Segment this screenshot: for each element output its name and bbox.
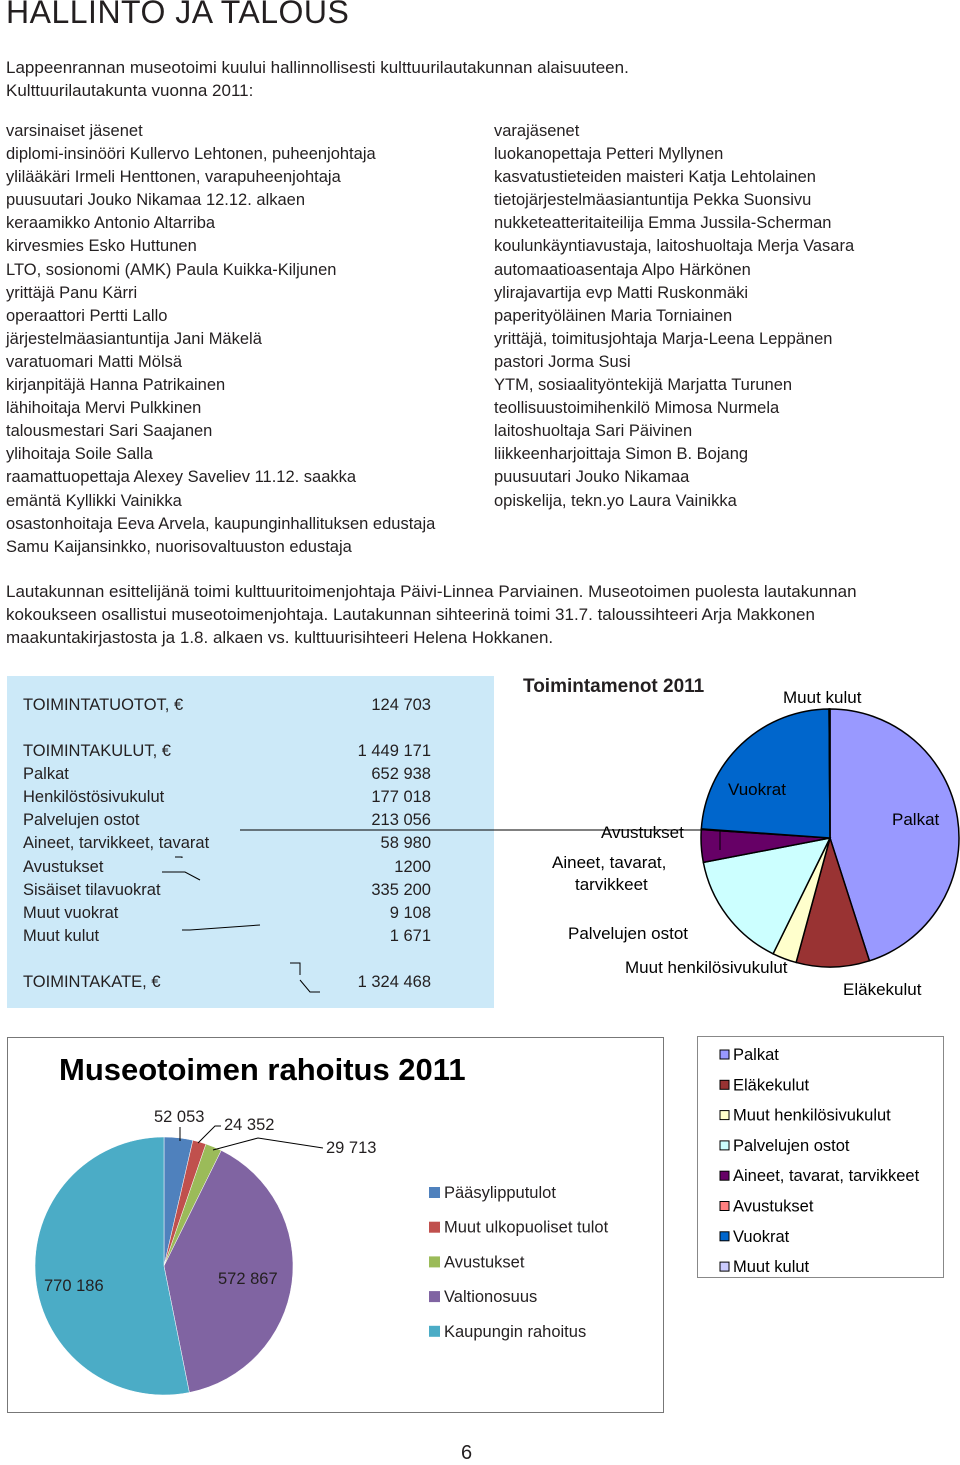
data-label-avustukset: 29 713	[326, 1139, 377, 1157]
deputy-item: puusuutari Jouko Nikamaa	[494, 468, 690, 487]
legend-swatch	[720, 1262, 729, 1271]
finance-table	[7, 676, 494, 1008]
finance-row	[23, 858, 431, 880]
pie-label-vuokrat: Vuokrat	[728, 780, 786, 799]
chart-title: Toimintamenot 2011	[523, 676, 705, 697]
finance-value: 213 056	[371, 811, 431, 830]
pie-slice-vuokrat	[701, 709, 830, 838]
member-item: raamattuopettaja Alexey Saveliev 11.12. saakka	[6, 468, 357, 487]
pie-label-aineet-2: tarvikkeet	[575, 875, 648, 894]
legend-label: Pääsylipputulot	[444, 1184, 556, 1202]
deputy-item: koulunkäyntiavustaja, laitoshuoltaja Merja Vasara	[494, 237, 855, 256]
deputy-item: tietojärjestelmäasiantuntija Pekka Suonsivu	[494, 191, 812, 210]
expenses-pie-chart	[520, 668, 960, 1018]
member-item: kirvesmies Esko Huttunen	[6, 237, 197, 256]
finance-label: Palvelujen ostot	[23, 811, 140, 830]
legend-swatch	[720, 1232, 729, 1241]
finance-label: TOIMINTAKATE, €	[23, 973, 161, 991]
finance-label: Aineet, tarvikkeet, tavarat	[23, 834, 210, 853]
finance-label: TOIMINTATUOTOT, €	[23, 696, 184, 714]
deputy-item: opiskelija, tekn.yo Laura Vainikka	[494, 491, 737, 510]
finance-margin-row	[23, 973, 431, 995]
deputy-item: YTM, sosiaalityöntekijä Marjatta Turunen	[494, 376, 793, 395]
deputies-heading: varajäsenet	[494, 122, 580, 140]
members-list	[6, 143, 435, 559]
chart-title: Museotoimen rahoitus 2011	[59, 1052, 466, 1087]
pie-label-muut-henkilosivukulut: Muut henkilösivukulut	[625, 958, 788, 977]
member-item: kirjanpitäjä Hanna Patrikainen	[6, 376, 226, 395]
finance-label: Henkilöstösivukulut	[23, 788, 165, 807]
member-item: keraamikko Antonio Altarriba	[6, 214, 216, 233]
member-item: emäntä Kyllikki Vainikka	[6, 491, 182, 510]
deputy-item: laitoshuoltaja Sari Päivinen	[494, 422, 693, 441]
member-item: järjestelmäasiantuntija Jani Mäkelä	[6, 329, 262, 348]
finance-value: 335 200	[371, 880, 431, 899]
closing-line-1: Lautakunnan esittelijänä toimi kulttuuritoimenjohtaja Päivi-Linnea Parviainen. Museotoimen puolesta lautakunnan	[6, 582, 857, 601]
member-item: yrittäjä Panu Kärri	[6, 283, 138, 302]
legend-label: Aineet, tavarat, tarvikkeet	[733, 1167, 920, 1186]
deputy-item: kasvatustieteiden maisteri Katja Lehtolainen	[494, 168, 816, 187]
page-number: 6	[461, 1442, 473, 1464]
finance-label: Avustukset	[23, 857, 104, 876]
deputy-item: pastori Jorma Susi	[494, 352, 631, 371]
legend-label: Palvelujen ostot	[733, 1136, 850, 1155]
legend-label: Vuokrat	[733, 1227, 790, 1246]
data-label-paasylipputulot: 52 053	[154, 1108, 205, 1126]
deputy-item: automaatioasentaja Alpo Härkönen	[494, 260, 751, 279]
legend-swatch	[720, 1111, 729, 1120]
legend-swatch	[720, 1141, 729, 1150]
pie-label-palkat: Palkat	[892, 810, 940, 829]
legend-swatch	[720, 1202, 729, 1211]
deputies-list	[494, 143, 854, 513]
pie-label-elakekulut: Eläkekulut	[843, 980, 922, 999]
finance-value: 177 018	[371, 788, 431, 807]
finance-value: 9 108	[389, 903, 431, 922]
legend-swatch	[429, 1326, 440, 1337]
deputy-item: yrittäjä, toimitusjohtaja Marja-Leena Leppänen	[494, 329, 833, 348]
deputy-item: liikkeenharjoittaja Simon B. Bojang	[494, 445, 749, 464]
deputies-column	[494, 120, 854, 513]
legend-label: Avustukset	[444, 1253, 525, 1272]
finance-label: Sisäiset tilavuokrat	[23, 880, 161, 899]
member-item: talousmestari Sari Saajanen	[6, 422, 213, 441]
finance-row	[23, 742, 431, 764]
deputy-item: luokanopettaja Petteri Myllynen	[494, 145, 724, 164]
member-item: operaattori Pertti Lallo	[6, 306, 168, 325]
finance-row	[23, 788, 431, 810]
intro-line-1: Lappeenrannan museotoimi kuului hallinnollisesti kulttuurilautakunnan alaisuuteen.	[6, 58, 629, 77]
closing-line-3: maakuntakirjastosta ja 1.8. alkaen vs. kulttuurisihteeri Helena Hokkanen.	[6, 628, 554, 647]
member-item: lähihoitaja Mervi Pulkkinen	[6, 399, 202, 418]
finance-label: TOIMINTAKULUT, €	[23, 742, 171, 760]
closing-line-2: kokoukseen osallistui museotoimenjohtaja. Lautakunnan sihteerinä toimi 31.7. taloussihteeri Arja Makkonen	[6, 605, 815, 624]
finance-value: 124 703	[371, 696, 431, 714]
legend-swatch	[429, 1222, 440, 1233]
finance-row	[23, 834, 431, 856]
finance-value: 1 671	[389, 926, 431, 945]
member-item: puusuutari Jouko Nikamaa 12.12. alkaen	[6, 191, 306, 210]
member-item: varatuomari Matti Mölsä	[6, 352, 183, 371]
member-item: diplomi-insinööri Kullervo Lehtonen, puheenjohtaja	[6, 145, 376, 164]
pie-label-avustukset: Avustukset	[601, 823, 684, 842]
finance-label: Muut vuokrat	[23, 903, 119, 922]
data-label-kaupungin-rahoitus: 770 186	[44, 1277, 104, 1295]
legend-label: Valtionosuus	[444, 1288, 538, 1307]
legend-swatch	[720, 1171, 729, 1180]
finance-row	[23, 881, 431, 903]
deputy-item: paperityöläinen Maria Torniainen	[494, 306, 733, 325]
data-label-muut-ulkopuoliset-tulot: 24 352	[224, 1116, 275, 1134]
data-label-valtionosuus: 572 867	[218, 1270, 278, 1288]
finance-value: 58 980	[380, 834, 431, 853]
pie-slice-muut-kulut	[829, 709, 830, 838]
finance-label: Muut kulut	[23, 926, 100, 945]
finance-value: 1 324 468	[357, 973, 431, 991]
deputy-item: nukketeatteritaiteilija Emma Jussila-Scherman	[494, 214, 832, 233]
member-item: osastonhoitaja Eeva Arvela, kaupunginhallituksen edustaja	[6, 514, 436, 533]
member-item: ylihoitaja Soile Salla	[6, 445, 153, 464]
pie-label-muut-kulut: Muut kulut	[783, 688, 862, 707]
expenses-legend	[697, 1036, 944, 1278]
legend-swatch	[429, 1291, 440, 1302]
legend-swatch	[429, 1187, 440, 1198]
finance-row	[23, 904, 431, 926]
funding-chart-box	[7, 1037, 664, 1413]
page-title: HALLINTO JA TALOUS	[6, 0, 350, 30]
member-item: Samu Kaijansinkko, nuorisovaltuuston edustaja	[6, 537, 352, 556]
funding-pie-chart	[8, 1038, 663, 1412]
finance-income-row	[23, 696, 431, 718]
finance-label: Palkat	[23, 765, 69, 784]
finance-row	[23, 927, 431, 949]
legend-label: Muut kulut	[733, 1258, 810, 1277]
member-item: ylilääkäri Irmeli Henttonen, varapuheenjohtaja	[6, 168, 341, 187]
legend-label: Eläkekulut	[733, 1076, 810, 1095]
deputy-item: ylirajavartija evp Matti Ruskonmäki	[494, 283, 749, 302]
legend-label: Muut ulkopuoliset tulot	[444, 1218, 609, 1237]
pie-label-palvelujen-ostot: Palvelujen ostot	[568, 924, 689, 943]
finance-value: 1 449 171	[357, 742, 431, 760]
member-item: LTO, sosionomi (AMK) Paula Kuikka-Kiljunen	[6, 260, 337, 279]
legend-swatch	[720, 1050, 729, 1059]
leader-line	[198, 1126, 221, 1143]
legend-swatch	[429, 1256, 440, 1267]
legend-label: Kaupungin rahoitus	[444, 1322, 587, 1341]
finance-value: 652 938	[371, 765, 431, 784]
leader-line	[213, 1138, 323, 1150]
finance-value: 1200	[394, 857, 431, 876]
members-column	[6, 120, 435, 559]
legend-label: Avustukset	[733, 1197, 814, 1216]
finance-row	[23, 765, 431, 787]
deputy-item: teollisuustoimihenkilö Mimosa Nurmela	[494, 399, 780, 418]
intro-line-2: Kulttuurilautakunta vuonna 2011:	[6, 81, 254, 100]
legend-label: Muut henkilösivukulut	[733, 1106, 891, 1125]
members-heading: varsinaiset jäsenet	[6, 122, 143, 140]
legend-label: Palkat	[733, 1046, 779, 1064]
legend-swatch	[720, 1080, 729, 1089]
pie-label-aineet-1: Aineet, tavarat,	[552, 853, 667, 872]
